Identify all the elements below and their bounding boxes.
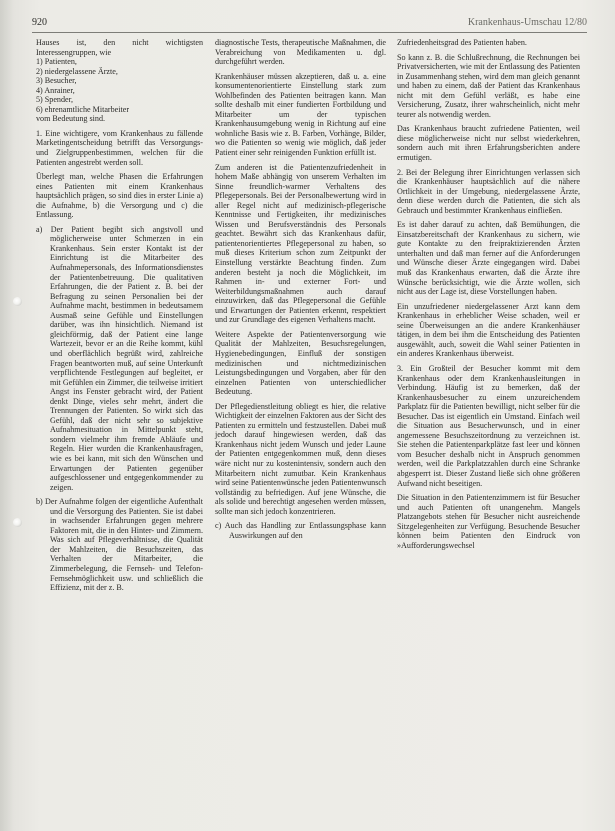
list-item: 3) Besucher,: [36, 76, 77, 86]
paragraph: Das Krankenhaus braucht zufriedene Patienten, weil diese möglicherweise nicht nur selbst wiederkehren, sondern auch mit ihren Erfahrungsberichten andere ermutigen.: [397, 124, 580, 163]
enumerated-paragraph: b) Der Aufnahme folgen der eigentliche Aufenthalt und die Versorgung des Patienten. Sie ist dabei in wachsender Erfahrungen gegen mehrere Faktoren mit, die in den Hinter- und Zimmern. Was sich auf Pflegeverhältnisse, die Qualität der Mahlzeiten, die Besuchszeiten, das Verhalten der Mitarbeiter, die Zimmerbelegung, die Fernseh- und Telefon-Fernsehmöglichkeit usw. und schließlich die Effizienz, mit der z. B.: [36, 497, 203, 593]
paragraph: Überlegt man, welche Phasen die Erfahrungen eines Patienten mit einem Krankenhaus hauptsächlich prägen, so sind dies in erster Linie a) die Aufnahme, b) die Versorgung und c) die Entlassung.: [36, 172, 203, 220]
page-number: 920: [32, 17, 47, 28]
text-column-left: [36, 38, 203, 598]
page-header: [32, 16, 587, 30]
enumerated-paragraph: a) Der Patient begibt sich angstvoll und möglicherweise unter Schmerzen in ein Krankenhaus. Sein erster Kontakt ist der Einrichtung ist die Mitarbeiter des Aufnahmepersonals, des Informationsdienstes der Patientenbetreuung. Die qualitativen Erfahrungen, die der Patient z. B. bei der Befragung zu seinen Personalien bei der Aufnahme macht, bestimmen in bedeutsamem Ausmaß seine Gefühle und Einstellungen darüber, was ihn hinsichtlich. Niemand ist gleichförmig, daß der Patient eine lange Wartezeit, bevor er an die Reihe kommt, kühl und oberflächlich begrüßt wird, zahlreiche Fragen beantworten muß, auf seine Unterkunft verpflichtende Festlegungen auf begleitet, er mit Gefühlen ein Zimmer, die teilweise irritiert Angst ins Fenster gebracht wird, der Patient denkt Dinge, vieles sehr mehrt, ändert die Trennungen der Patienten. So wirkt sich das Gefühl, daß der nicht sehr so subjektive Aufnahmesituation in Mittelpunkt steht, sondern vielmehr ihm fremde Abläufe und Regeln. Hier wurden die Krankenhausfragen, wie es bei kann, mit sich den Wünschen und Erwartungen der Patienten gegenüber aufgeschlossener und entgegenkommender zu zeigen.: [36, 224, 203, 492]
list-item: vom Bedeutung sind.: [36, 114, 106, 124]
punch-hole: [13, 297, 22, 306]
text-column-right: [397, 38, 580, 555]
paragraph: 3. Ein Großteil der Besucher kommt mit dem Krankenhaus oder dem Krankenhausleitungen in Verbindung. Häufig ist zu bemerken, daß der Krankenhausbesucher zu einem unzureichendem Parkplatz für die Patienten bewilligt, nicht selber für die Besucher. Das ist eigentlich ein Umstand. Einfach weil die Situation aus Besucherwunsch, und in einer angemessene Besuchszeitordnung zu verzeichnen ist. Sie stehen die Patientenparkplätze fast leer und können vom Besucher deshalb nicht in Anspruch genommen werden, weil die Parkplatzzahlen durch eine Schranke abgesperrt ist. Dieser Zustand ließe sich ohne größeren Aufwand nicht beseitigen.: [397, 363, 580, 488]
paragraph: diagnostische Tests, therapeutische Maßnahmen, die Verabreichung von Medikamenten u. dgl. durchgeführt werden.: [215, 38, 386, 67]
paragraph: Zufriedenheitsgrad des Patienten haben.: [397, 38, 527, 47]
list-item: 2) niedergelassene Ärzte,: [36, 66, 118, 76]
header-rule: [32, 32, 587, 33]
stakeholder-list: [36, 57, 203, 124]
list-item: 4) Anrainer,: [36, 85, 75, 95]
punch-hole: [13, 518, 22, 527]
list-item: 1) Patienten,: [36, 57, 77, 67]
paragraph: Hauses ist, den nicht wichtigsten Interessengruppen, wie: [36, 38, 203, 57]
paragraph: Ein unzufriedener niedergelassener Arzt kann dem Krankenhaus in erheblicher Weise schaden, weil er seine Überweisungen an die andere Krankenhäuser tätigen, in dem bei ihm die Entscheidung des Patienten ausgewählt, auch, soweit die Wahl seiner Patienten in ein anderes Krankenhaus überweist.: [397, 301, 580, 359]
paragraph: 2. Bei der Belegung ihrer Einrichtungen verlassen sich die Krankenhäuser hauptsächlich auf die nähere Ortlichkeit in der Umgebung, niedergelassene Ärzte, denn diese werden durch die Patienten, die sich als Gebrauch und bestimmter Krankenhaus einfließen.: [397, 167, 580, 215]
paragraph: Weitere Aspekte der Patientenversorgung wie Qualität der Mahlzeiten, Besuchsregelungen, Hygienebedingungen, Einfluß der sonstigen medizinischen und nichtmedizinischen Leistungsbedingungen und Vorgaben, aber für den einzelnen Patienten von unterschiedlicher Bedeutung.: [215, 329, 386, 397]
running-head: Krankenhaus-Umschau 12/80: [467, 17, 587, 28]
paragraph: So kann z. B. die Schlußrechnung, die Rechnungen bei Privatversicherten, wie mit der Entlassung des Patienten in Zusammenhang stehen, wird dem man gleich genannt und haben zu einem, daß der Patient das Krankenhaus nicht mit dem Gefühl verläßt, es habe eine Versicherung, Zusatz, ihrer wahrscheinlich, nicht mehr teurer als notwendig werden.: [397, 52, 580, 119]
list-item: 6) ehrenamtliche Mitarbeiter: [36, 104, 130, 114]
paragraph: Die Situation in den Patientenzimmern ist für Besucher und auch Patienten oft unangenehm. Mangels Platzangebots stehen für Besucher nicht ausreichende Sitzgelegenheiten zur Verfügung. Besuchende Besucher können beim Patienten den Eindruck von »Aufforderungswechsel: [397, 493, 580, 550]
paragraph: Krankenhäuser müssen akzeptieren, daß u. a. eine konsumentenorientierte Einstellung stark zum Wohlbefinden des Patienten beitragen kann. Man sollte deshalb mit einer fundierten Fortbildung und Mitarbeiter um der typischen Krankenhausumgebung wenig in Richtung auf eine wohnliche Basis wie z. B. Farben, Vorhänge, Bilder, wo die Patienten so wenig wie möglich, daß jeder Patient einer sehr reinigenden Funktion erfüllt ist.: [215, 71, 386, 158]
list-item: 5) Spender,: [36, 95, 73, 105]
paragraph: Zum anderen ist die Patientenzufriedenheit in hohem Maße abhängig von unserem Verhalten im Sinne freundlich-warmer Verhaltens des Pflegepersonals. Bei der Personalbewertung wird in aller Regel nicht auf medizinisch-pflegerische Kenntnisse und Fertigkeiten, ihr medizinisches Wissen und Berufsverständnis des Personals geachtet. Bewährt sich das Krankenhaus dafür, patientenorientiertes Pflegepersonal zu haben, so muß dieses Kriterium schon zum Zeitpunkt der Einstellung verstärkte Beachtung finden. Zum anderen besteht ja noch die Möglichkeit, im Rahmen in- und externer Fort- und Weiterbildungsmaßnahmen auch darauf einzuwirken, daß das Pflegepersonal die Gefühle und Erwartungen der Patienten erkennt, respektiert und zur Grundlage des eigenen Verhaltens macht.: [215, 162, 386, 325]
paragraph: 1. Eine wichtigere, vom Krankenhaus zu fällende Marketingentscheidung betrifft das Versorgungs- und Zielgruppenbestimmen, welchen für die Patienten angestrebt werden soll.: [36, 128, 203, 167]
paragraph: Es ist daher darauf zu achten, daß Bemühungen, die Einsatzbereitschaft der Krankenhaus zu sichern, wie gute Kontakte zu den freipraktizierenden Ärzten unterhalten und daß man ferner auf die Anforderungen und Wünsche dieser Ärzte eingegangen wird. Dabei muß das Krankenhaus erwarten, daß die Ärzte ihre Wünsche berücksichtigt, wie die Ärzte wollen, sich nicht aus der Lage ist, diese Vorstellungen haben.: [397, 220, 580, 297]
text-column-middle: [215, 38, 386, 545]
paragraph: Der Pflegedienstleitung obliegt es hier, die relative Wichtigkeit der einzelnen Faktoren aus der Sicht des Patienten zu ermitteln und festzustellen. Dabei muß jedoch darauf hingewiesen werden, daß das Krankenhaus nicht jedem Wunsch und jeder Laune der Patienten entgegenkommen muß, denn dieses wäre nicht nur zu kostenintensiv, sondern auch den Mitarbeitern nicht zumutbar. Kein Krankenhaus wird seine Patientenwünsche jeden Patientenwunsch vollständig zu befriedigen. Auf jene Wünsche, die als solide und berechtigt angesehen werden müssen, sollte man sich jedoch konzentrieren.: [215, 401, 386, 516]
enumerated-paragraph: c) Auch das Handling zur Entlassungsphase kann Auswirkungen auf den: [215, 521, 386, 540]
